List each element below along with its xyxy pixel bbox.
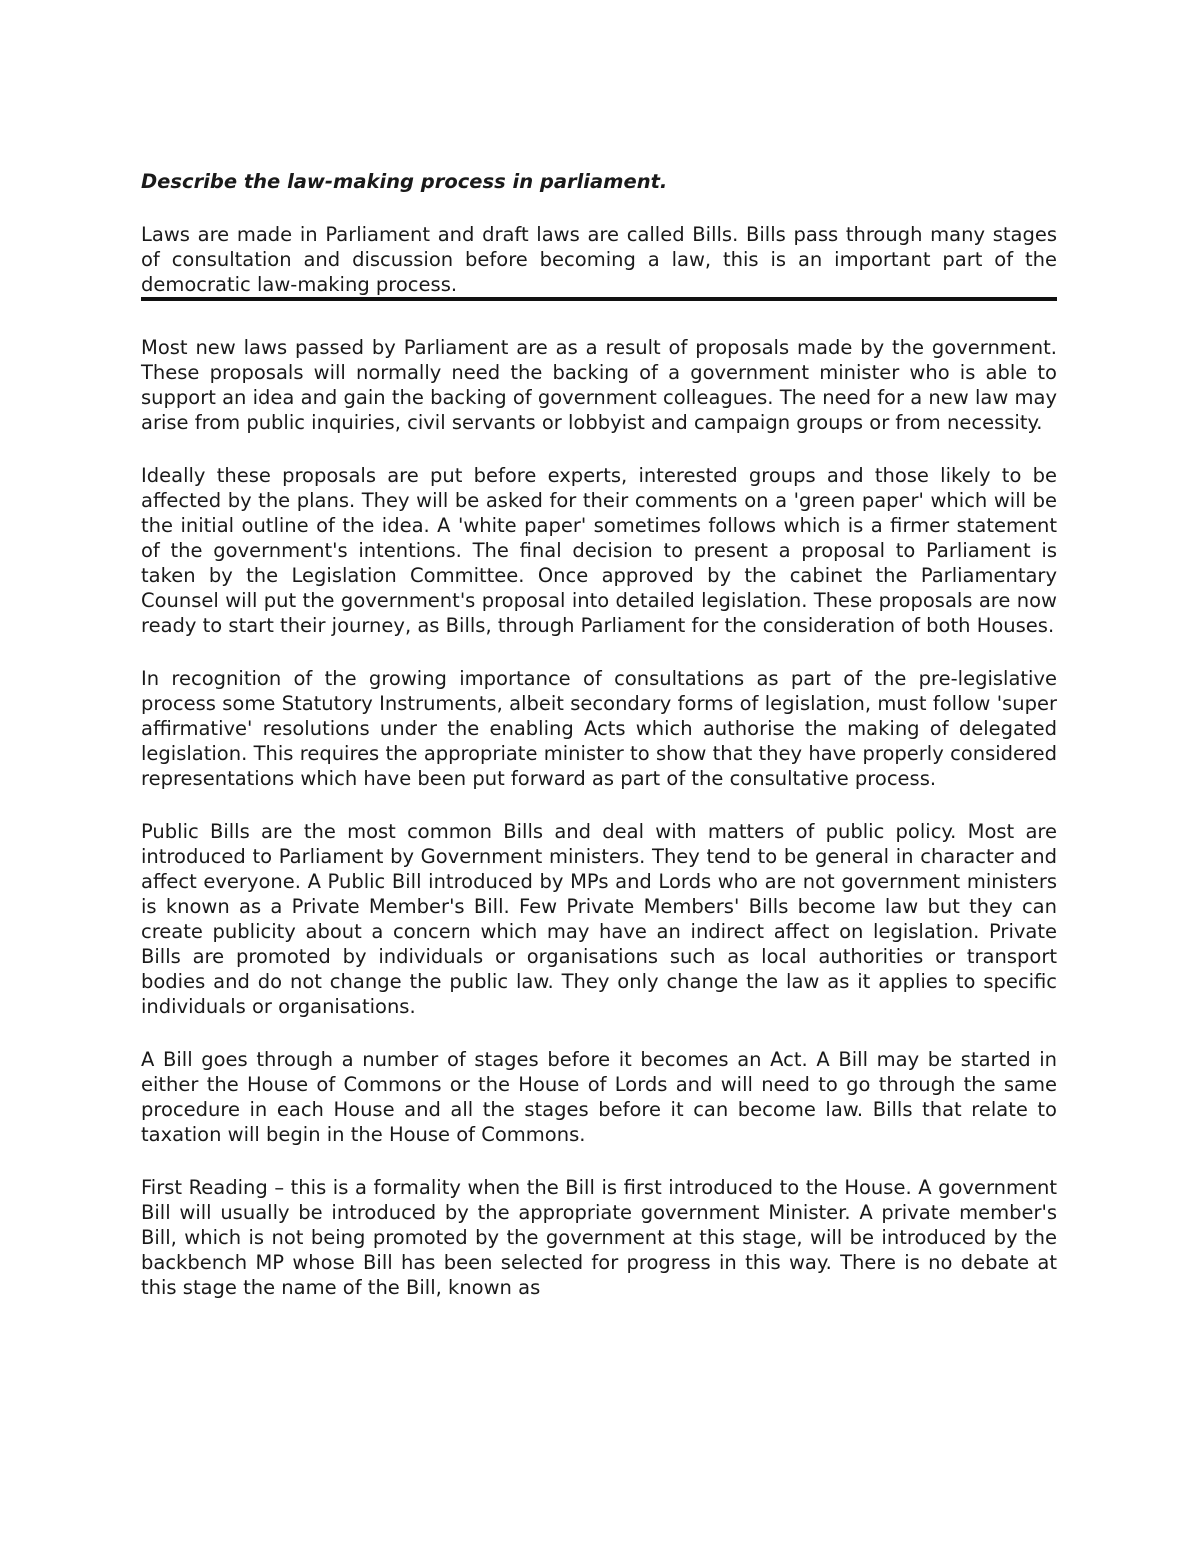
body-paragraph: A Bill goes through a number of stages before it becomes an Act. A Bill may be started in either the House of Commons or the House of Lords and will need to go through the same procedure in each House and all the stages before it can become law. Bills that relate to taxation will begin in the House of Commons.	[141, 1048, 1057, 1146]
body-paragraph: In recognition of the growing importance of consultations as part of the pre-legislative process some Statutory Instruments, albeit secondary forms of legislation, must follow 'super affirmative' resolutions under the enabling Acts which authorise the making of delegated legislation. This requires the appropriate minister to show that they have properly considered representations which have been put forward as part of the consultative process.	[141, 667, 1057, 790]
document-page	[141, 169, 1057, 1300]
intro-paragraph: Laws are made in Parliament and draft laws are called Bills. Bills pass through many stages of consultation and discussion before becoming a law, this is an important part of the democratic law-making process.	[141, 223, 1057, 296]
body-paragraph: Most new laws passed by Parliament are as a result of proposals made by the government. These proposals will normally need the backing of a government minister who is able to support an idea and gain the backing of government colleagues. The need for a new law may arise from public inquiries, civil servants or lobbyist and campaign groups or from necessity.	[141, 336, 1057, 434]
body-paragraph: Public Bills are the most common Bills and deal with matters of public policy. Most are introduced to Parliament by Government ministers. They tend to be general in character and affect everyone. A Public Bill introduced by MPs and Lords who are not government ministers is known as a Private Member's Bill. Few Private Members' Bills become law but they can create publicity about a concern which may have an indirect affect on legislation. Private Bills are promoted by individuals or organisations such as local authorities or transport bodies and do not change the public law. They only change the law as it applies to specific individuals or organisations.	[141, 820, 1057, 1018]
body-paragraph: Ideally these proposals are put before experts, interested groups and those likely to be affected by the plans. They will be asked for their comments on a 'green paper' which will be the initial outline of the idea. A 'white paper' sometimes follows which is a firmer statement of the government's intentions. The final decision to present a proposal to Parliament is taken by the Legislation Committee. Once approved by the cabinet the Parliamentary Counsel will put the government's proposal into detailed legislation. These proposals are now ready to start their journey, as Bills, through Parliament for the consideration of both Houses.	[141, 464, 1057, 637]
body-paragraph: First Reading – this is a formality when the Bill is first introduced to the House. A government Bill will usually be introduced by the appropriate government Minister. A private member's Bill, which is not being promoted by the government at this stage, will be introduced by the backbench MP whose Bill has been selected for progress in this way. There is no debate at this stage the name of the Bill, known as	[141, 1176, 1057, 1299]
document-title: Describe the law-making process in parliament.	[141, 170, 668, 193]
horizontal-rule	[141, 297, 1057, 301]
